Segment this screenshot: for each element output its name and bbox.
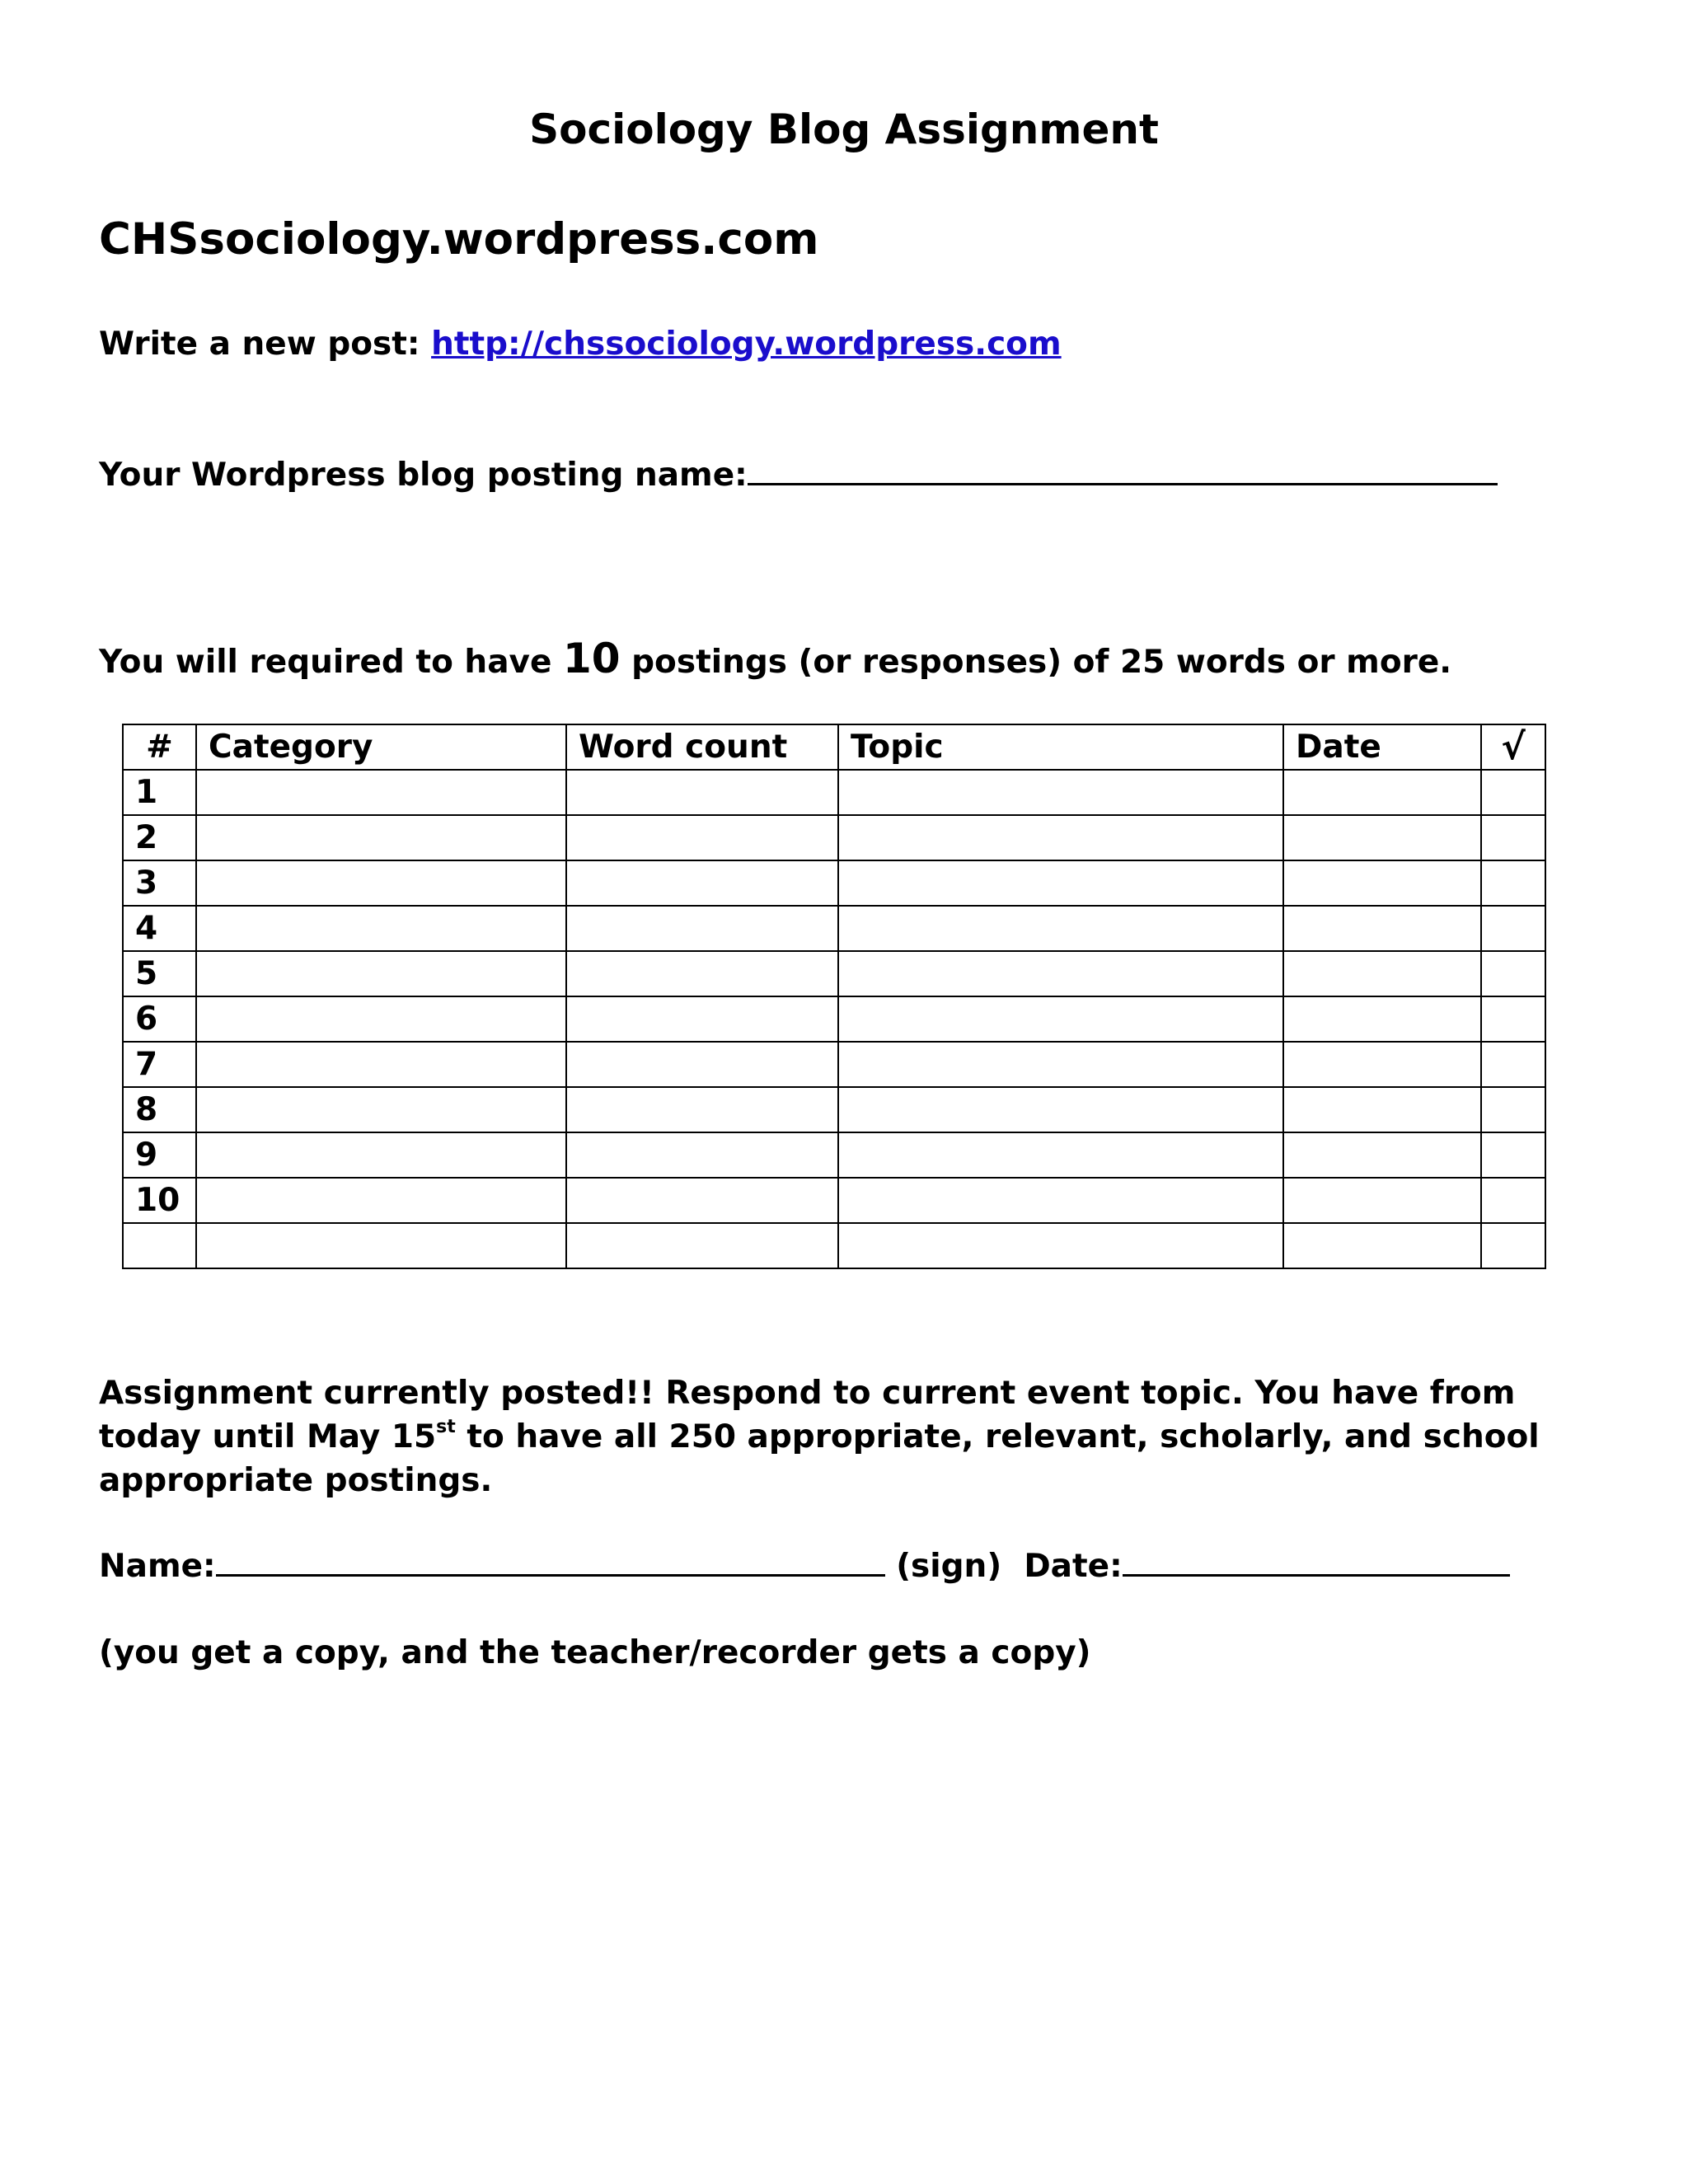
posting-name-blank[interactable] [748,453,1498,485]
topic-cell[interactable] [838,1132,1283,1178]
row-number-cell: 6 [123,996,196,1042]
date-cell[interactable] [1283,1223,1481,1268]
blog-link[interactable]: http://chssociology.wordpress.com [431,326,1062,363]
row-number-cell: 1 [123,770,196,815]
word-count-cell[interactable] [566,1087,838,1132]
posting-name-line [99,453,1498,497]
category-cell[interactable] [196,815,566,860]
check-cell[interactable] [1481,1178,1545,1223]
category-cell[interactable] [196,906,566,951]
table-row [123,770,1545,815]
date-cell[interactable] [1283,1132,1481,1178]
row-number-cell: 10 [123,1178,196,1223]
table-row [123,1178,1545,1223]
check-cell[interactable] [1481,770,1545,815]
topic-cell[interactable] [838,860,1283,906]
word-count-cell[interactable] [566,815,838,860]
topic-cell[interactable] [838,1223,1283,1268]
header-number: # [123,724,196,770]
category-cell[interactable] [196,1132,566,1178]
category-cell[interactable] [196,1223,566,1268]
row-number-cell: 4 [123,906,196,951]
date-cell[interactable] [1283,1087,1481,1132]
word-count-cell[interactable] [566,1042,838,1087]
table-row [123,951,1545,996]
row-number-cell [123,1223,196,1268]
date-cell[interactable] [1283,860,1481,906]
name-blank[interactable] [216,1544,885,1577]
posting-log-table [122,724,1546,1269]
category-cell[interactable] [196,1042,566,1087]
topic-cell[interactable] [838,815,1283,860]
topic-cell[interactable] [838,770,1283,815]
table-row [123,906,1545,951]
word-count-cell[interactable] [566,1132,838,1178]
category-cell[interactable] [196,1087,566,1132]
required-posting-count: 10 [562,635,621,682]
signature-line [99,1544,1510,1588]
table-row [123,860,1545,906]
word-count-cell[interactable] [566,1223,838,1268]
table-header-row [123,724,1545,770]
header-category: Category [196,724,566,770]
write-post-line [99,323,1062,366]
copy-note: (you get a copy, and the teacher/recorder gets a copy) [99,1634,1091,1671]
page-title: Sociology Blog Assignment [529,105,1159,153]
word-count-cell[interactable] [566,951,838,996]
notice-text-part2: to have all 250 appropriate, relevant, scholarly, and school appropriate postings. [99,1418,1540,1499]
table-row [123,815,1545,860]
check-cell[interactable] [1481,860,1545,906]
assignment-notice [99,1371,1582,1502]
word-count-cell[interactable] [566,770,838,815]
sign-label: (sign) [896,1548,1002,1585]
date-label: Date: [1024,1548,1123,1585]
requirement-text-after: postings (or responses) of 25 words or more. [631,644,1452,681]
table-row [123,1223,1545,1268]
row-number-cell: 9 [123,1132,196,1178]
requirement-line [99,637,1451,684]
table-row [123,1087,1545,1132]
word-count-cell[interactable] [566,860,838,906]
word-count-cell[interactable] [566,996,838,1042]
table-row [123,996,1545,1042]
notice-text-part1: Assignment currently posted!! Respond to current event topic. You have from today until May 15 [99,1375,1516,1455]
category-cell[interactable] [196,951,566,996]
date-cell[interactable] [1283,770,1481,815]
date-blank[interactable] [1123,1544,1510,1577]
topic-cell[interactable] [838,996,1283,1042]
topic-cell[interactable] [838,1042,1283,1087]
requirement-text-before: You will required to have [99,644,552,681]
header-word-count: Word count [566,724,838,770]
row-number-cell: 5 [123,951,196,996]
check-cell[interactable] [1481,1087,1545,1132]
check-cell[interactable] [1481,815,1545,860]
topic-cell[interactable] [838,906,1283,951]
write-post-label: Write a new post: [99,326,420,363]
check-cell[interactable] [1481,1223,1545,1268]
word-count-cell[interactable] [566,1178,838,1223]
date-cell[interactable] [1283,815,1481,860]
notice-superscript: st [436,1417,456,1437]
date-cell[interactable] [1283,1178,1481,1223]
topic-cell[interactable] [838,951,1283,996]
check-cell[interactable] [1481,951,1545,996]
row-number-cell: 3 [123,860,196,906]
table-row [123,1132,1545,1178]
category-cell[interactable] [196,860,566,906]
row-number-cell: 7 [123,1042,196,1087]
check-cell[interactable] [1481,996,1545,1042]
table-row [123,1042,1545,1087]
check-cell[interactable] [1481,906,1545,951]
category-cell[interactable] [196,996,566,1042]
check-cell[interactable] [1481,1132,1545,1178]
name-label: Name: [99,1548,216,1585]
date-cell[interactable] [1283,906,1481,951]
check-cell[interactable] [1481,1042,1545,1087]
date-cell[interactable] [1283,996,1481,1042]
header-topic: Topic [838,724,1283,770]
header-date: Date [1283,724,1481,770]
posting-name-label: Your Wordpress blog posting name: [99,457,748,494]
topic-cell[interactable] [838,1178,1283,1223]
word-count-cell[interactable] [566,906,838,951]
category-cell[interactable] [196,770,566,815]
row-number-cell: 2 [123,815,196,860]
category-cell[interactable] [196,1178,566,1223]
row-number-cell: 8 [123,1087,196,1132]
date-cell[interactable] [1283,1042,1481,1087]
checkmark-icon: √ [1481,724,1545,770]
site-heading: CHSsociology.wordpress.com [99,214,819,265]
topic-cell[interactable] [838,1087,1283,1132]
date-cell[interactable] [1283,951,1481,996]
